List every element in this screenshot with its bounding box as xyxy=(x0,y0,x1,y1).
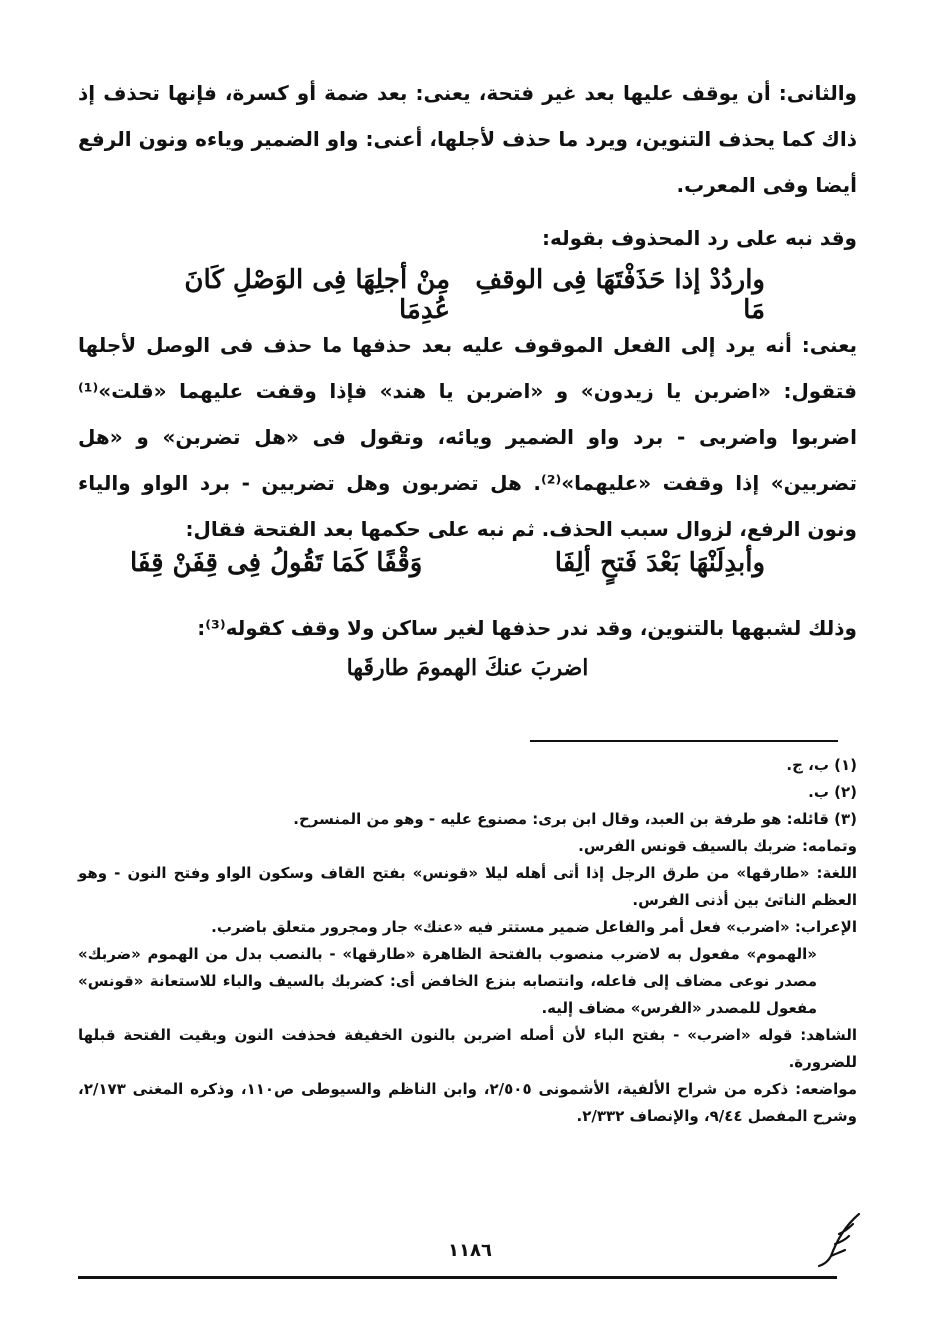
paragraph-text: والثانى: أن يوقف عليها بعد غير فتحة، يعنى: بعد ضمة أو كسرة، فإنها تحذف إذ ذاك كما يحذف التنوين، ويرد ما حذف لأجلها، أعنى: واو الضمير وياءه ونون الرفع أيضا وفى المعرب. xyxy=(78,81,857,197)
verse-hemistich-right: واردُدْ إذا حَذَفْتَهَا فِى الوقفِ مَا xyxy=(475,265,765,325)
verse-line-2 xyxy=(130,548,765,578)
paragraph-explanation xyxy=(78,322,857,552)
paragraph-rare-case xyxy=(78,605,857,651)
verse-hemistich-left: وَقْفًا كَمَا تَقُولُ فِى قِفَنْ قِفَا xyxy=(130,548,423,578)
footnote-3: (٣) قائله: هو طرفة بن العبد، وقال ابن برى: مصنوع عليه - وهو من المنسرح. xyxy=(293,810,857,828)
paragraph-intro-verse xyxy=(78,215,857,261)
paragraph-text: وقد نبه على رد المحذوف بقوله: xyxy=(541,226,857,250)
page-footer-rule xyxy=(78,1276,837,1279)
quoted-half-verse: اضربَ عنكَ الهمومَ طارقَها xyxy=(346,655,589,681)
quill-ornament-icon xyxy=(815,1210,865,1270)
footnote-1: (١) ب، ج. xyxy=(786,756,857,774)
paragraph-first xyxy=(78,70,857,208)
footnote-completion: وتمامه: ضربك بالسيف قونس الفرس. xyxy=(578,837,857,855)
verse-line-1 xyxy=(130,265,765,325)
footnote-lexicon: اللغة: «طارقها» من طرق الرجل إذا أتى أهله ليلا «قونس» بفتح القاف وسكون الواو وفتح النون - وهو العظم الناتئ بين أذنى الفرس. xyxy=(78,864,857,909)
footnotes xyxy=(78,752,857,1130)
verse-hemistich-left: مِنْ أجلِهَا فِى الوَصْلِ كَانَ عُدِمَا xyxy=(184,265,450,325)
footnote-2: (٢) ب. xyxy=(808,783,857,801)
footnote-separator xyxy=(530,740,838,742)
paragraph-text: يعنى: أنه يرد إلى الفعل الموقوف عليه بعد حذفها ما حذف فى الوصل لأجلها فتقول: «اضربن يا زيدون» و «اضربن يا هند» فإذا وقفت عليهما «قلت»⁽¹⁾ اضربوا واضربى - برد واو الضمير ويائه، وتقول فى «هل تضربن» و «هل تضربين» إذا وقفت «عليهما»⁽²⁾. هل تضربون وهل تضربين - برد الواو والياء ونون الرفع، لزوال سبب الحذف. ثم نبه على حكمها بعد الفتحة فقال: xyxy=(78,333,857,541)
paragraph-text: وذلك لشبهها بالتنوين، وقد ندر حذفها لغير ساكن ولا وقف كقوله⁽³⁾: xyxy=(197,616,857,640)
footnote-evidence: الشاهد: قوله «اضرب» - بفتح الباء لأن أصله اضربن بالنون الخفيفة فحذفت النون وبقيت الفتحة قبلها للضرورة. xyxy=(78,1026,857,1071)
verse-hemistich-right: وأبدِلَنْهَا بَعْدَ فَتحٍ ألِفَا xyxy=(554,548,765,578)
footnote-parsing: الإعراب: «اضرب» فعل أمر والفاعل ضمير مستتر فيه «عنك» جار ومجرور متعلق باضرب. xyxy=(211,918,857,936)
footnote-parsing-continued: «الهموم» مفعول به لاضرب منصوب بالفتحة الظاهرة «طارقها» - بالنصب بدل من الهموم «ضربك» مصدر نوعى مضاف إلى فاعله، وانتصابه بنزع الخافض أى: كضربك بالسيف والباء للاستعانة «قونس» مفعول للمصدر «الفرس» مضاف إليه. xyxy=(78,945,817,1017)
footnote-sources: مواضعه: ذكره من شراح الألفية، الأشمونى ٢/٥٠٥، وابن الناظم والسيوطى ص١١٠، وذكره المغنى ٢/١٧٣، وشرح المفصل ٩/٤٤، والإنصاف ٢/٣٣٢. xyxy=(78,1080,857,1125)
page-number: ١١٨٦ xyxy=(448,1240,492,1261)
